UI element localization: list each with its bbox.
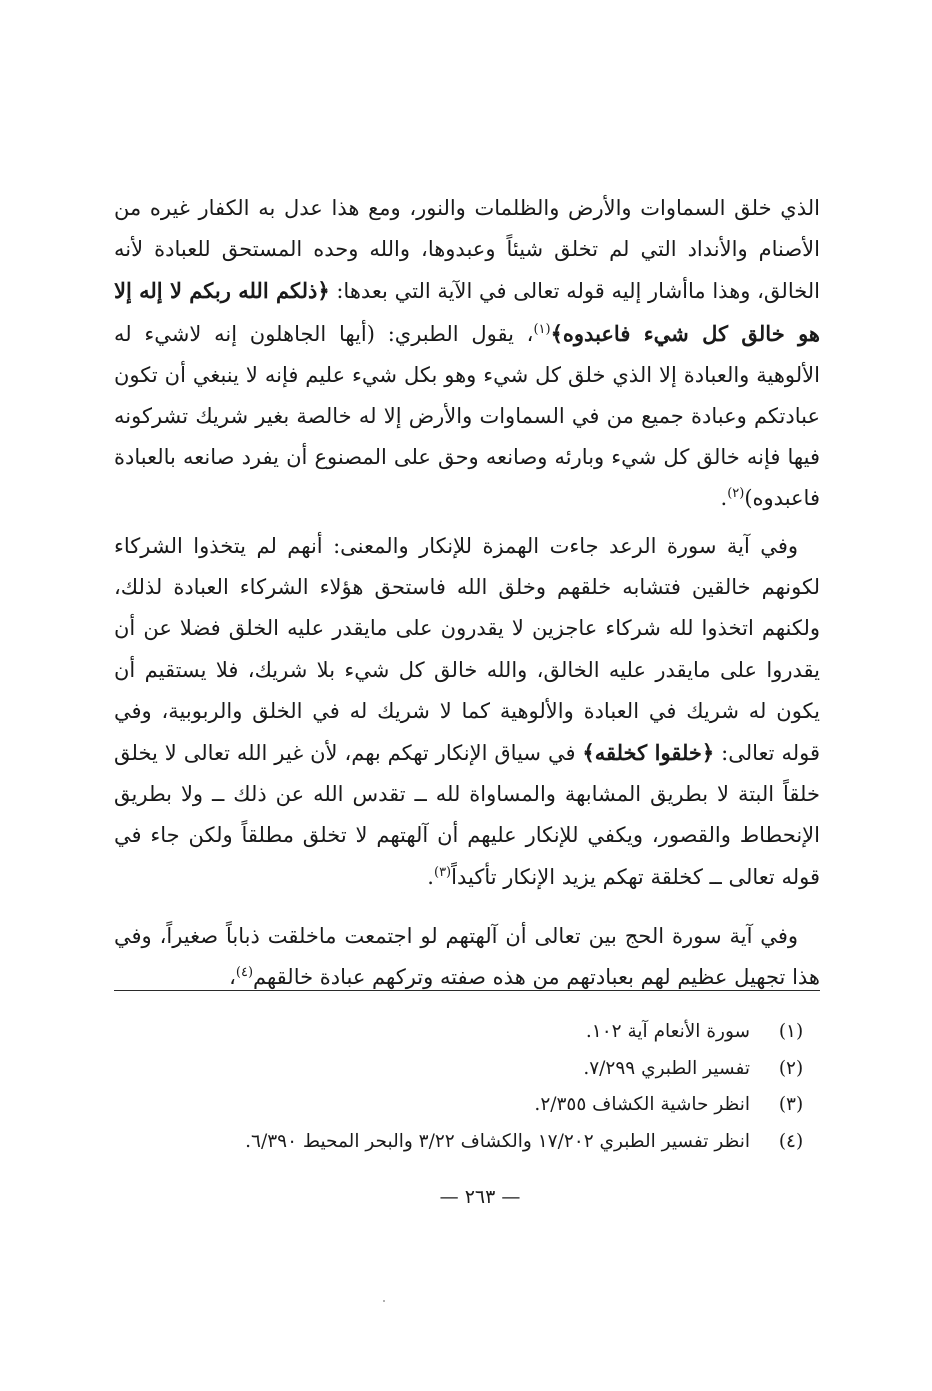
paragraph-2-text-1: وفي آية سورة الرعد جاءت الهمزة للإنكار والمعنى: أنهم لم يتخذوا الشركاء لكونهم خالقين فتشابه خلقهم وخلق الله فاستحق هؤلاء الشركاء العبادة لذلك، ولكنهم اتخذوا لله شركاء عاجزين لا يقدرون على مايقدر عليه الخلق فضلا عن أن يقدروا على مايقدر عليه الخالق، والله خالق كل شيء بلا شريك، فلا يستقيم أن يكون له شريك في العبادة والألوهية كما لا شريك له في الخلق والربوبية، وفي قوله تعالى: <box>114 534 820 766</box>
footnote-1 <box>114 1014 820 1051</box>
paragraph-1-text-3: . <box>720 486 728 511</box>
paragraph-1-text-2: ، يقول الطبري: (أيها الجاهلون إنه لاشيء له الألوهية والعبادة إلا الذي خلق كل شيء وهو بكل شيء عليم فإنه لا ينبغي أن تكون عبادتكم وعبادة جميع من في السماوات والأرض إلا له خالصة بغير شريك تشركونه فيها فإنه خالق كل شيء وبارئه وصانعه وحق على المصنوع أن يفرد صانعه بالعبادة فاعبدوه) <box>114 321 820 511</box>
paragraph-1 <box>114 188 820 520</box>
paragraph-3-text-2: ، <box>229 965 236 990</box>
footnote-3 <box>114 1087 820 1124</box>
scan-speck <box>383 1300 385 1302</box>
quran-verse-1: ﴿ذلكم الله ربكم لا إله إلا هو خالق كل شيء فاعبدوه﴾ <box>114 278 820 346</box>
paragraph-2-text-3: . <box>427 864 434 889</box>
footnote-2 <box>114 1051 820 1088</box>
quran-verse-2: ﴿خلقوا كخلقه﴾ <box>582 740 715 766</box>
footnote-number: (٢) <box>778 1057 804 1079</box>
paragraph-2-text-2: في سياق الإنكار تهكم بهم، لأن غير الله تعالى لا يخلق خلقاً البتة لا بطريق المشابهة والمساواة لله ــ تقدس الله عن ذلك ــ ولا بطريق الإنحطاط والقصور، ويكفي للإنكار عليهم أن آلهتهم لا تخلق مطلقاً ولكن جاء في قوله تعالى ــ كخلقة تهكم يزيد الإنكار تأكيداً <box>114 741 820 889</box>
footnote-number: (١) <box>778 1021 804 1042</box>
footnote-4 <box>114 1124 820 1161</box>
footnote-ref-4: (٤) <box>235 965 254 981</box>
footnotes-list <box>114 1014 820 1160</box>
paragraph-1-text-1: الذي خلق السماوات والأرض والظلمات والنور، ومع هذا عدل به الكفار غيره من الأصنام والأنداد التي لم تخلق شيئاً وعبدوها، والله وحده المستحق للعبادة لأنه الخالق، وهذا ماأشار إليه قوله تعالى في الآية التي بعدها: <box>114 196 821 304</box>
paragraph-3-text-1: وفي آية سورة الحج بين تعالى أن آلهتهم لو اجتمعت ماخلقت ذباباً صغيراً، وفي هذا تجهيل عظيم لهم بعبادتهم من هذه صفته وتركهم عبادة خالقهم <box>114 924 820 990</box>
page-number: — ٢٦٣ — <box>439 1186 521 1208</box>
footnote-ref-2: (٢) <box>727 486 745 502</box>
footnote-separator <box>114 990 820 991</box>
footnote-ref-1: (١) <box>533 321 551 337</box>
footnote-text: انظر تفسير الطبري ١٧/٢٠٢ والكشاف ٣/٢٢ والبحر المحيط ٦/٣٩٠. <box>245 1130 750 1152</box>
paragraph-2 <box>114 526 820 898</box>
footnote-number: (٤) <box>778 1130 804 1152</box>
footnote-text: تفسير الطبري ٧/٢٩٩. <box>583 1057 750 1079</box>
footnote-text: سورة الأنعام آية ١٠٢. <box>585 1021 750 1042</box>
footnote-text: انظر حاشية الكشاف ٢/٣٥٥. <box>534 1094 750 1115</box>
paragraph-3 <box>114 916 820 998</box>
footnote-number: (٣) <box>778 1094 804 1115</box>
footnote-ref-3: (٣) <box>433 864 452 880</box>
